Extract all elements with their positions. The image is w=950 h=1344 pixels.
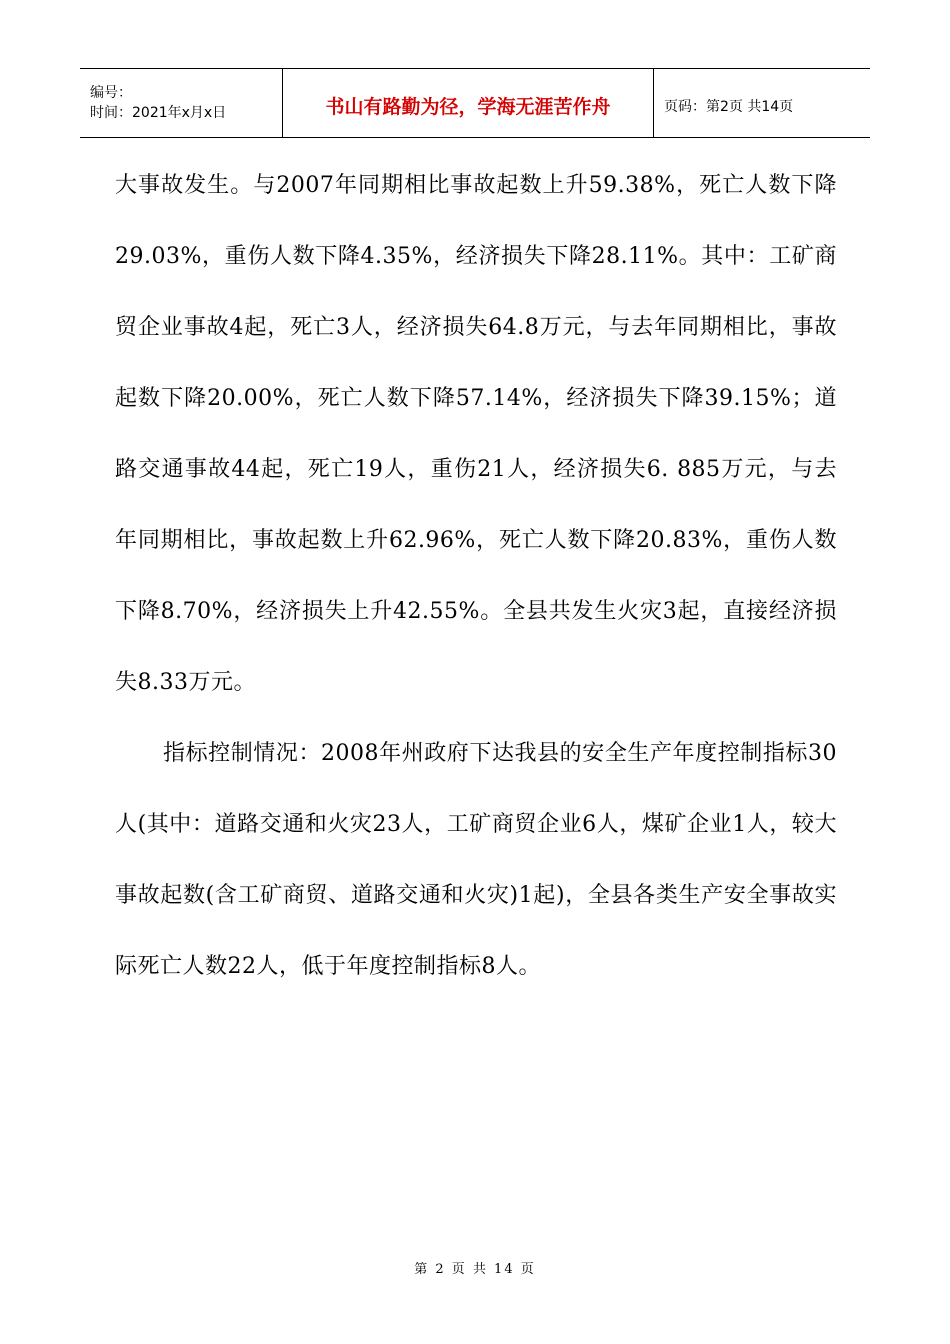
header-page-info bbox=[654, 69, 870, 137]
header-meta bbox=[80, 69, 282, 137]
page-footer: 第 2 页 共 14 页 bbox=[414, 1262, 536, 1277]
paragraph-accident-stats: 大事故发生。与2007年同期相比事故起数上升59.38%，死亡人数下降29.03%，重伤人数下降4.35%，经济损失下降28.11%。其中：工矿商贸企业事故4起，死亡3人，经济损失64.8万元，与去年同期相比，事故起数下降20.00%，死亡人数下降57.14%，经济损失下降39.15%；道路交通事故44起，死亡19人，重伤21人，经济损失6. 885万元，与去年同期相比，事故起数上升62.96%，死亡人数下降20.83%，重伤人数下降8.70%，经济损失上升42.55%。全县共发生火灾3起，直接经济损失8.33万元。 bbox=[115, 173, 837, 695]
paragraph-control-indicators: 指标控制情况：2008年州政府下达我县的安全生产年度控制指标30人(其中：道路交通和火灾23人，工矿商贸企业6人，煤矿企业1人，较大事故起数(含工矿商贸、道路交通和火灾)1起)，全县各类生产安全事故实际死亡人数22人，低于年度控制指标8人。 bbox=[115, 741, 837, 979]
page-header bbox=[80, 68, 870, 138]
serial-number-label: 编号： bbox=[90, 85, 132, 101]
motto-text: 书山有路勤为径，学海无涯苦作舟 bbox=[325, 95, 611, 118]
header-motto bbox=[282, 69, 654, 137]
date-label: 时间：2021年x月x日 bbox=[90, 105, 227, 121]
document-body bbox=[115, 150, 837, 1002]
page-info-text: 页码：第2页 共14页 bbox=[664, 99, 794, 115]
